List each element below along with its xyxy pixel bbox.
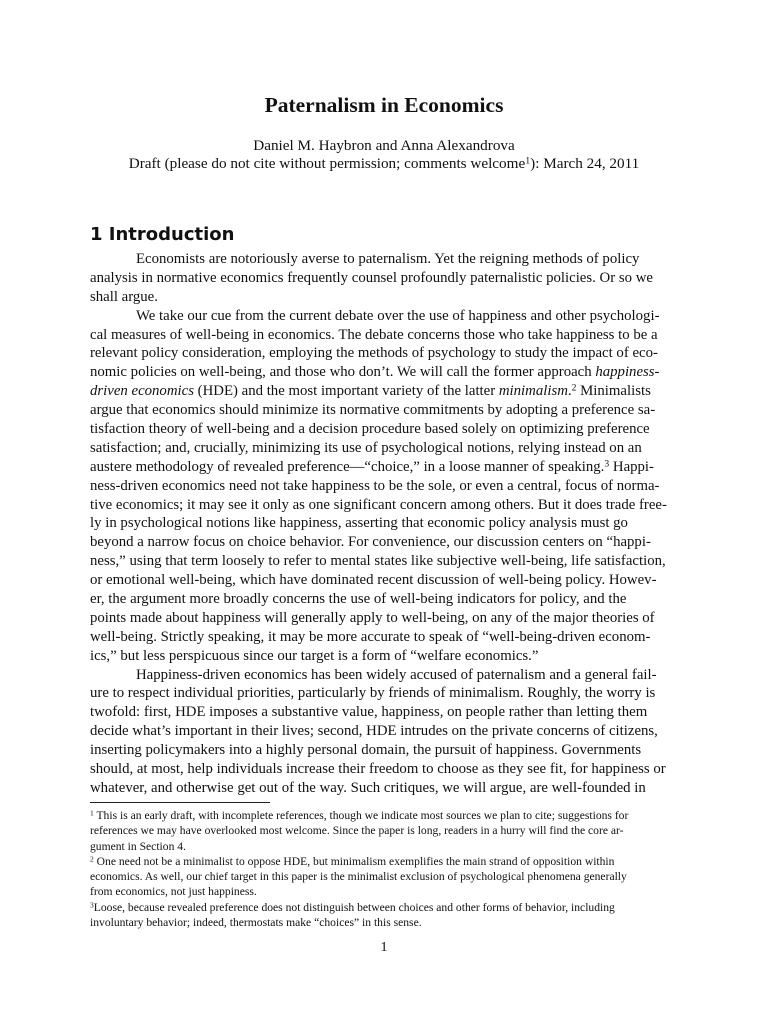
body-line: well-being. Strictly speaking, it may be more accurate to speak of “well-being-driven econom- (90, 628, 651, 645)
body-line: beyond a narrow focus on choice behavior. For convenience, our discussion centers on “happi- (90, 534, 651, 551)
body-text-run: Minimalists (576, 383, 651, 400)
body-line: ly in psychological notions like happiness, asserting that economic policy analysis must go (90, 515, 628, 532)
term-happiness-driven: happiness- (595, 364, 660, 381)
body-line: argue that economics should minimize its normative commitments by adopting a preference sa- (90, 402, 656, 419)
body-line (90, 363, 680, 382)
body-line: ure to respect individual priorities, particularly by friends of minimalism. Roughly, the worry is (90, 685, 656, 702)
body-line (90, 382, 680, 401)
body-line: analysis in normative economics frequently counsel profoundly paternalistic policies. Or so we (90, 269, 653, 286)
footnote-text: One need not be a minimalist to oppose HDE, but minimalism exemplifies the main strand of opposition within (96, 854, 615, 868)
body-line: satisfaction; and, crucially, minimizing its use of psychological notions, relying instead on an (90, 439, 642, 456)
footnote-number: 1 (90, 808, 94, 818)
footnote-text: This is an early draft, with incomplete references, though we indicate most sources we plan to cite; suggestions for (96, 809, 629, 822)
body-line: twofold: first, HDE imposes a substantive value, happiness, on people rather than letting them (90, 704, 648, 721)
body-line: points made about happiness will generally apply to well-being, on any of the major theories of (90, 609, 655, 626)
body-line: Economists are notoriously averse to paternalism. Yet the reigning methods of policy (136, 251, 640, 267)
footnote-1 (90, 808, 680, 823)
body-line: cal measures of well-being in economics. The debate concerns those who take happiness to be a (90, 326, 658, 343)
body-line: should, at most, help individuals increase their freedom to choose as they see fit, for happiness or (90, 761, 666, 778)
body-line: decide what’s important in their lives; second, HDE intrudes on the private concerns of citizens, (90, 723, 658, 740)
body-line: whatever, and otherwise get out of the way. Such critiques, we will argue, are well-founded in (90, 779, 646, 796)
body-text-run: Happi- (609, 458, 654, 475)
section-heading: 1 Introduction (90, 224, 235, 245)
body-line: or emotional well-being, which have dominated recent discussion of well-being policy. Howev- (90, 572, 657, 589)
footnotes (90, 808, 680, 930)
footnote-number: 2 (90, 854, 94, 864)
draft-note-text: Draft (please do not cite without permission; comments welcome (128, 155, 526, 172)
body-line: er, the argument more broadly concerns the use of well-being indicators for policy, and the (90, 591, 627, 608)
body-text-run: nomic policies on well-being, and those who don’t. We will call the former approach (90, 364, 596, 381)
footnote-text: Loose, because revealed preference does not distinguish between choices and other forms of behavior, including (93, 900, 615, 914)
footnote-line: gument in Section 4. (90, 839, 186, 853)
body-text-run: (HDE) and the most important variety of the latter (193, 383, 499, 400)
page-number: 1 (380, 940, 388, 955)
footnote-number: 3 (90, 900, 94, 910)
footnote-line: from economics, not just happiness. (90, 885, 257, 899)
footnote-line: economics. As well, our chief target in this paper is the minimalist exclusion of psychological phenomena generally (90, 870, 627, 884)
draft-note (0, 155, 768, 173)
paper-title: Paternalism in Economics (264, 93, 504, 117)
body-line: relevant policy consideration, employing the methods of psychology to study the impact of eco- (90, 345, 658, 362)
body-line: ness-driven economics need not take happiness to be the sole, or even a central, focus of norma- (90, 477, 660, 494)
body-line: tisfaction theory of well-being and a decision procedure based solely on optimizing preference (90, 421, 650, 438)
body-line: shall argue. (90, 288, 158, 305)
body-line: tive economics; it may see it only as one significant concern among others. But it does trade free- (90, 496, 667, 513)
paper-authors: Daniel M. Haybron and Anna Alexandrova (253, 137, 515, 154)
draft-note-date: ): March 24, 2011 (530, 155, 640, 172)
footnote-ref-1[interactable]: 1 (525, 155, 531, 167)
footnote-separator (90, 802, 270, 803)
body-text (90, 250, 680, 798)
term-minimalism: minimalism (498, 383, 568, 400)
footnote-2 (90, 854, 680, 869)
body-text-run: austere methodology of revealed preference—“choice,” in a loose manner of speaking. (90, 458, 605, 475)
body-line (90, 458, 680, 477)
footnote-ref-3[interactable]: 3 (604, 458, 610, 470)
body-line: inserting policymakers into a highly personal domain, the pursuit of happiness. Governments (90, 742, 642, 759)
body-text-run: . (567, 383, 572, 400)
footnote-line: references we may have overlooked most welcome. Since the paper is long, readers in a hurry will find the core ar- (90, 824, 624, 838)
term-happiness-driven-cont: driven economics (90, 383, 194, 400)
footnote-ref-2[interactable]: 2 (571, 382, 577, 394)
body-line: Happiness-driven economics has been widely accused of paternalism and a general fail- (136, 666, 657, 683)
body-line: ness,” using that term loosely to refer to mental states like subjective well-being, life satisfaction, (90, 553, 666, 570)
footnote-line: involuntary behavior; indeed, thermostats make “choices” in this sense. (90, 916, 422, 930)
body-line: ics,” but less perspicuous since our target is a form of “welfare economics.” (90, 647, 539, 664)
footnote-3 (90, 900, 680, 915)
body-line: We take our cue from the current debate over the use of happiness and other psychologi- (136, 307, 660, 324)
